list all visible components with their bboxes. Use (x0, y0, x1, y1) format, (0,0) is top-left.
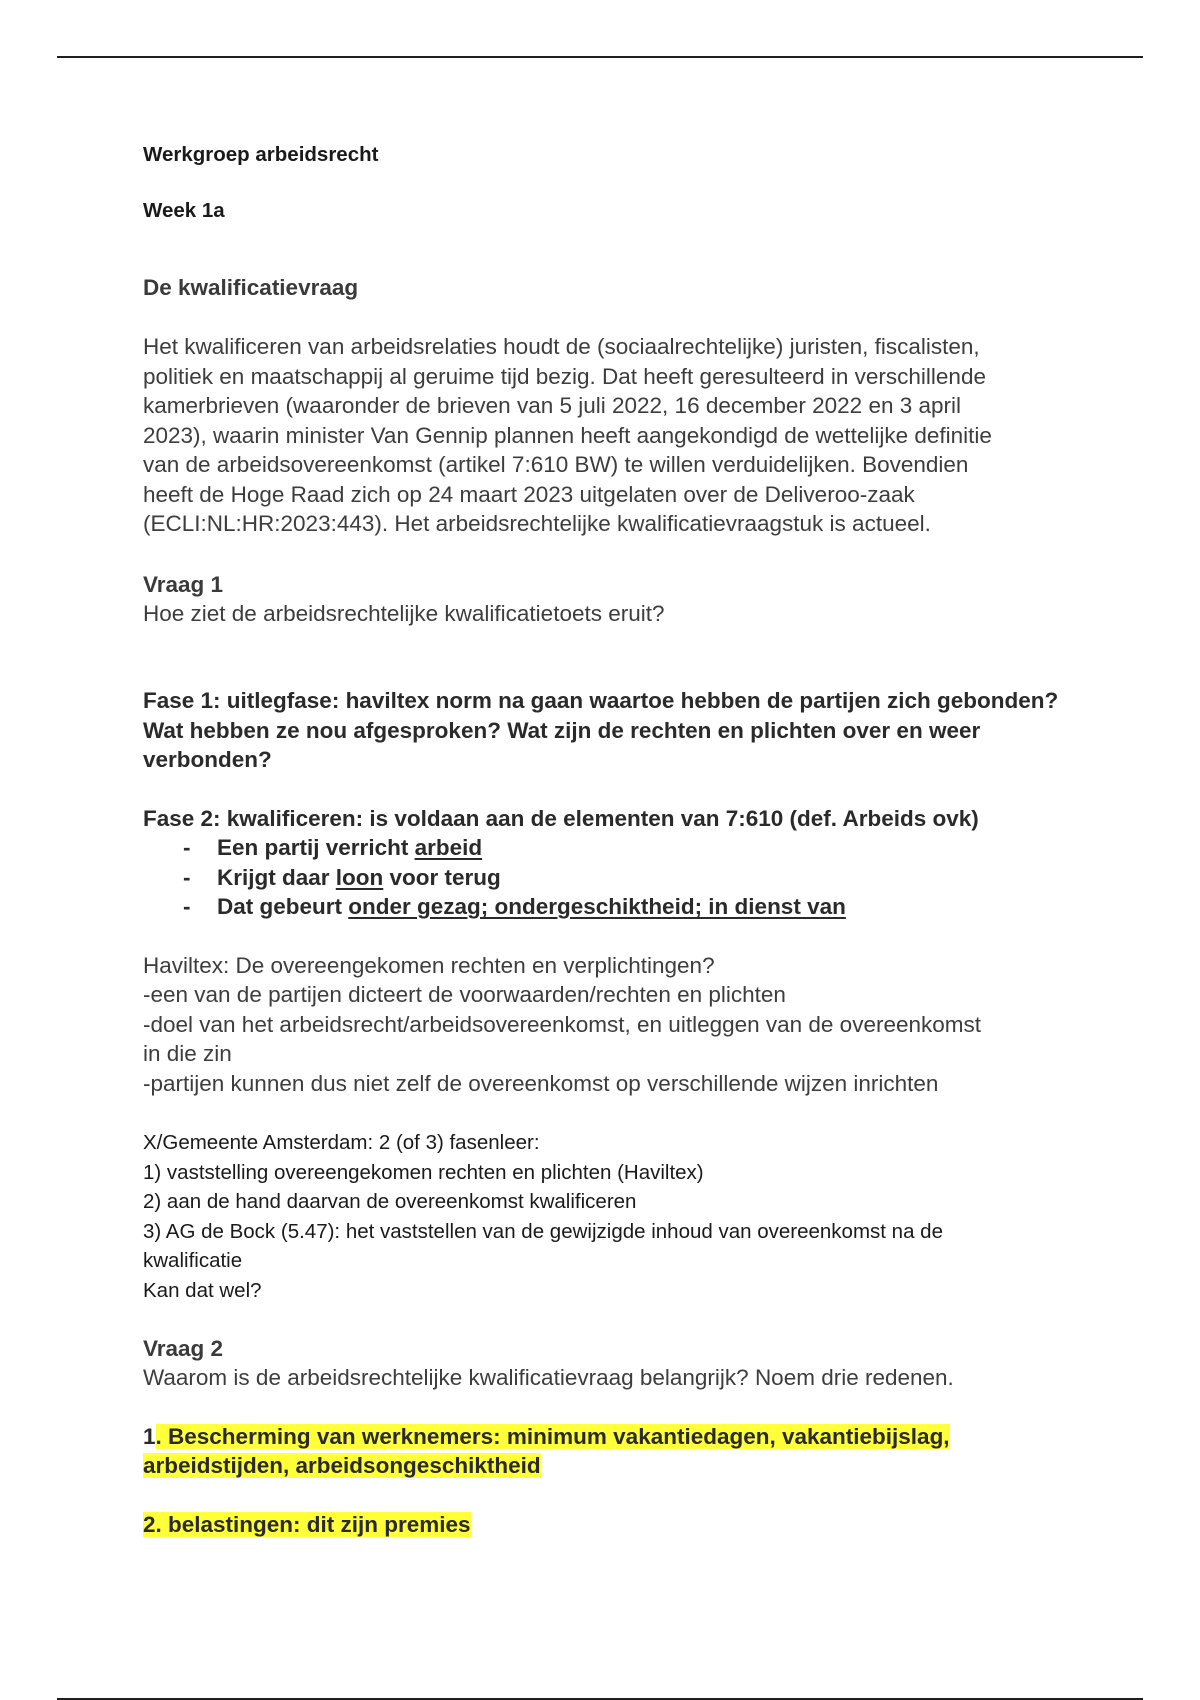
item-text: Dat gebeurt (217, 894, 349, 919)
intro-line: 2023), waarin minister Van Gennip plannen heeft aangekondigd de wettelijke definitie (143, 422, 992, 448)
intro-line: (ECLI:NL:HR:2023:443). Het arbeidsrechtelijke kwalificatievraagstuk is actueel. (143, 511, 931, 536)
intro-line: van de arbeidsovereenkomst (artikel 7:610 BW) te willen verduidelijken. Bovendien (143, 452, 969, 477)
section-title: De kwalificatievraag (143, 275, 359, 300)
list-item (183, 863, 1063, 893)
phase-1-answer (143, 686, 1063, 775)
highlighted-text: 2. belastingen: dit zijn premies (143, 1511, 471, 1537)
note-line: Kan dat wel? (143, 1278, 262, 1302)
item-text: Een partij verricht (217, 835, 415, 860)
question-1-title: Vraag 1 (143, 571, 224, 597)
reason-1-line (143, 1451, 1063, 1481)
intro-line: heeft de Hoge Raad zich op 24 maart 2023 uitgelaten over de Deliveroo-zaak (143, 481, 915, 507)
phase-1-line: Wat hebben ze nou afgesproken? Wat zijn de rechten en plichten over en weer (143, 717, 981, 743)
intro-line: politiek en maatschappij al geruime tijd bezig. Dat heeft geresulteerd in verschillende (143, 363, 986, 389)
note-line: X/Gemeente Amsterdam: 2 (of 3) fasenleer: (143, 1131, 540, 1154)
item-underlined: loon (335, 864, 384, 890)
list-item (183, 833, 1063, 863)
highlighted-text: . Bescherming van werknemers: minimum vakantiedagen, vakantiebijslag, (155, 1423, 950, 1449)
reason-2-line (143, 1510, 1063, 1540)
header-rule (57, 56, 1143, 58)
reason-1-number: 1 (143, 1423, 156, 1449)
phase-1-line: verbonden? (143, 747, 272, 772)
document-page (143, 142, 1063, 1539)
item-underlined: onder gezag; ondergeschiktheid; in dienst van (348, 894, 846, 919)
item-underlined: arbeid (414, 835, 483, 860)
intro-line: Het kwalificeren van arbeidsrelaties houdt de (sociaalrechtelijke) juristen, fiscalisten, (143, 334, 980, 359)
reason-1-line (143, 1422, 1063, 1452)
list-item (183, 892, 1063, 922)
reason-2 (143, 1510, 1063, 1540)
highlighted-text: arbeidstijden, arbeidsongeschiktheid (143, 1453, 541, 1478)
dash-bullet: - (183, 864, 191, 890)
phase-2-answer (143, 804, 1063, 922)
question-1-text: Hoe ziet de arbeidsrechtelijke kwalificatietoets eruit? (143, 600, 665, 626)
note-line: -partijen kunnen dus niet zelf de overeenkomst op verschillende wijzen inrichten (143, 1070, 939, 1096)
note-line: in die zin (143, 1041, 232, 1066)
phase-1-line: Fase 1: uitlegfase: haviltex norm na gaan waartoe hebben de partijen zich gebonden? (143, 688, 1059, 713)
note-line: 2) aan de hand daarvan de overeenkomst kwalificeren (143, 1190, 637, 1213)
question-2-title: Vraag 2 (143, 1336, 224, 1361)
intro-paragraph (143, 332, 1063, 539)
phase-2-heading: Fase 2: kwalificeren: is voldaan aan de elementen van 7:610 (def. Arbeids ovk) (143, 805, 979, 831)
gemeente-amsterdam-notes (143, 1128, 1063, 1305)
haviltex-notes (143, 951, 1063, 1099)
note-line: -een van de partijen dicteert de voorwaarden/rechten en plichten (143, 982, 786, 1007)
reason-1 (143, 1422, 1063, 1481)
question-2-text: Waarom is de arbeidsrechtelijke kwalificatievraag belangrijk? Noem drie redenen. (143, 1365, 954, 1390)
note-line: Haviltex: De overeengekomen rechten en verplichtingen? (143, 952, 715, 978)
phase-2-element-list (143, 833, 1063, 922)
intro-line: kamerbrieven (waaronder de brieven van 5 juli 2022, 16 december 2022 en 3 april (143, 393, 961, 418)
dash-bullet: - (183, 835, 191, 860)
item-text: Krijgt daar (217, 864, 336, 890)
week-label: Week 1a (143, 199, 225, 222)
document-title: Werkgroep arbeidsrecht (143, 143, 379, 166)
dash-bullet: - (183, 894, 191, 919)
note-line: 1) vaststelling overeengekomen rechten en plichten (Haviltex) (143, 1160, 704, 1184)
note-line: kwalificatie (143, 1249, 243, 1272)
item-text: voor terug (383, 864, 501, 890)
note-line: -doel van het arbeidsrecht/arbeidsovereenkomst, en uitleggen van de overeenkomst (143, 1011, 982, 1037)
note-line: 3) AG de Bock (5.47): het vaststellen van de gewijzigde inhoud van overeenkomst na de (143, 1219, 943, 1243)
